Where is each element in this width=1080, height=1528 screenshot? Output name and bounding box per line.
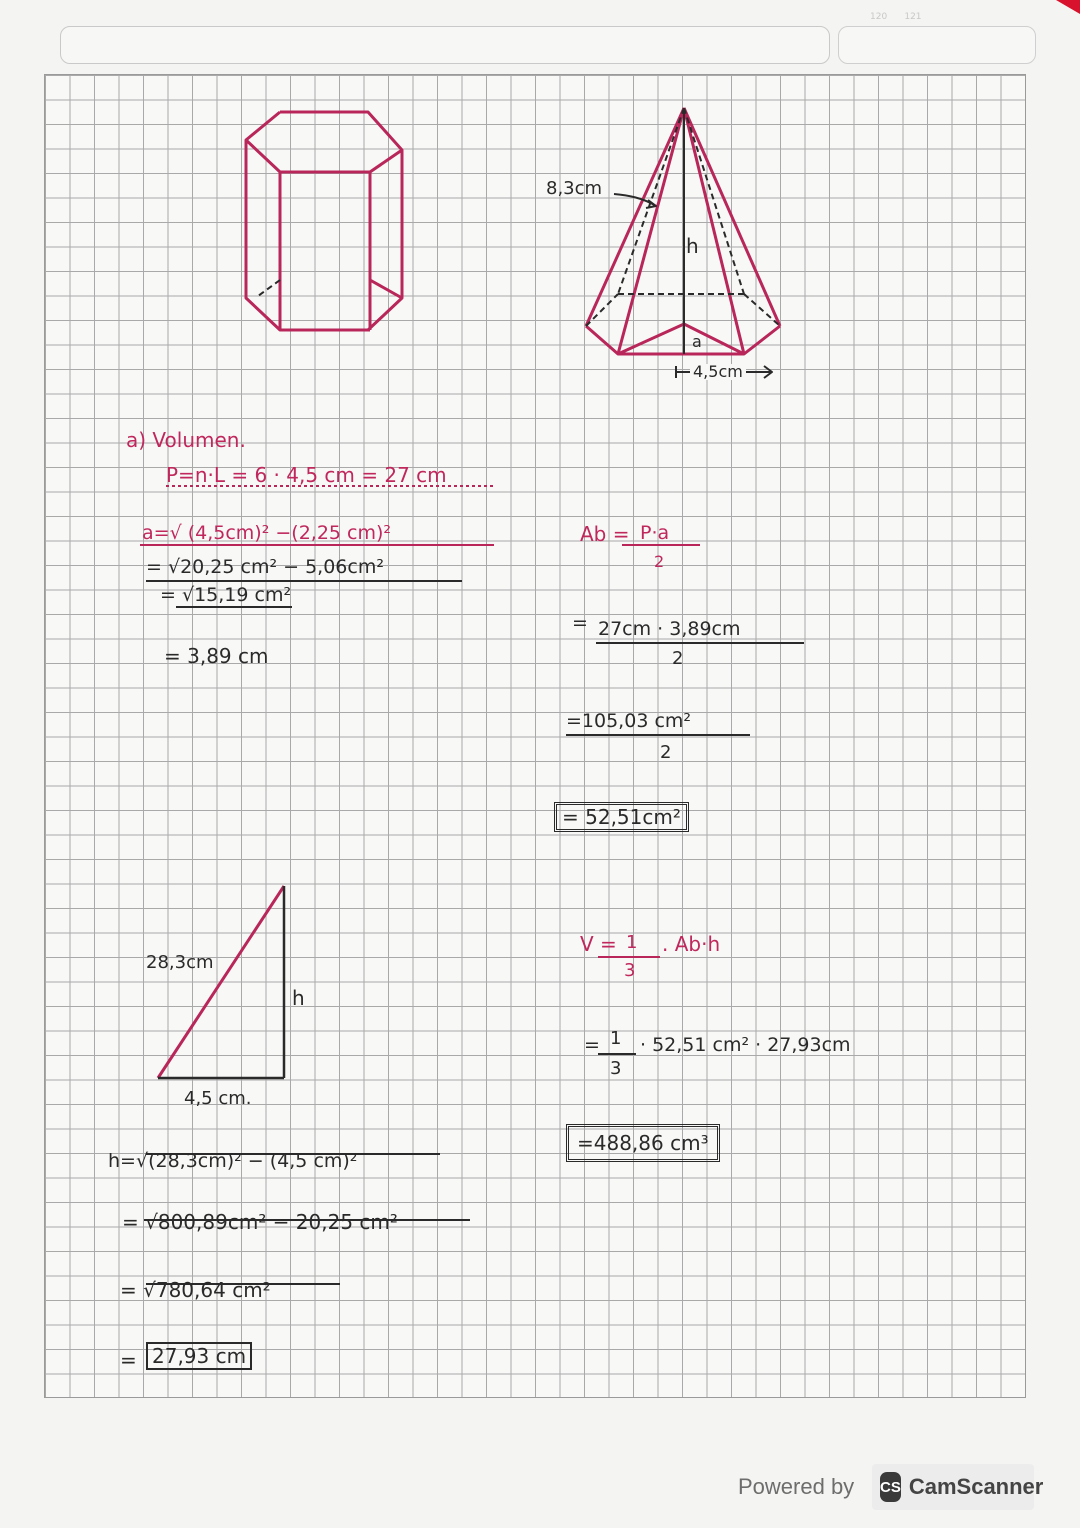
volume-formula-num: 1 (626, 932, 638, 953)
pyramid-apothem-label: a (692, 332, 702, 351)
height-result-box: 27,93 cm (146, 1342, 252, 1370)
powered-by-text: Powered by (738, 1474, 855, 1499)
area-formula-num: P·a (640, 522, 670, 544)
triangle-base-label: 4,5 cm. (184, 1088, 252, 1109)
volume-step-rest: · 52,51 cm² · 27,93cm (640, 1034, 851, 1056)
volume-step-num: 1 (610, 1028, 622, 1049)
apothem-step-4: = 3,89 cm (164, 644, 269, 668)
apothem-step-1: a=√ (4,5cm)² −(2,25 cm)² (142, 522, 392, 544)
camscanner-logo-icon: CS (880, 1472, 901, 1502)
volume-step-den: 3 (610, 1058, 622, 1079)
area-step2-den: 2 (660, 742, 672, 763)
height-step-2: = √800,89cm² − 20,25 cm² (122, 1210, 398, 1234)
pyramid-height-label: h (686, 234, 699, 258)
perimeter-line: P=n·L = 6 · 4,5 cm = 27 cm (166, 463, 447, 487)
height-step-3: = √780,64 cm² (120, 1278, 271, 1302)
apothem-step-2: = √20,25 cm² − 5,06cm² (146, 556, 384, 578)
area-step2-num: =105,03 cm² (566, 710, 692, 732)
volume-step-eq: = (584, 1034, 600, 1056)
right-triangle-figure (158, 886, 284, 1078)
section-heading: a) Volumen. (126, 428, 246, 452)
page-number-faint: 120 121 (870, 12, 922, 22)
volume-result-box: =488,86 cm³ (566, 1124, 720, 1162)
camscanner-brand: CamScanner (908, 1474, 1044, 1499)
area-step1-eq: = (572, 612, 588, 634)
pyramid-base-label: 4,5cm (690, 364, 746, 380)
height-step-4-eq: = (120, 1348, 137, 1372)
triangle-hypotenuse-label: 28,3cm (146, 952, 214, 973)
volume-formula-rest: . Ab·h (662, 932, 721, 956)
area-formula-den: 2 (654, 552, 665, 571)
area-formula-lhs: Ab = (580, 522, 630, 546)
volume-formula-den: 3 (624, 960, 636, 981)
apothem-step-3: = √15,19 cm² (160, 584, 292, 606)
pyramid-slant-label: 8,3cm (546, 178, 603, 199)
hexagonal-pyramid-figure (586, 108, 780, 378)
height-step-1: h=√(28,3cm)² − (4,5 cm)² (108, 1150, 358, 1172)
triangle-height-label: h (292, 986, 305, 1010)
area-result-box: = 52,51cm² (554, 802, 689, 832)
hexagonal-prism-figure (246, 112, 402, 330)
volume-formula-lhs: V = (580, 932, 617, 956)
area-step1-den: 2 (672, 648, 684, 669)
area-step1-num: 27cm · 3,89cm (598, 618, 741, 640)
camscanner-badge (872, 1464, 1044, 1510)
